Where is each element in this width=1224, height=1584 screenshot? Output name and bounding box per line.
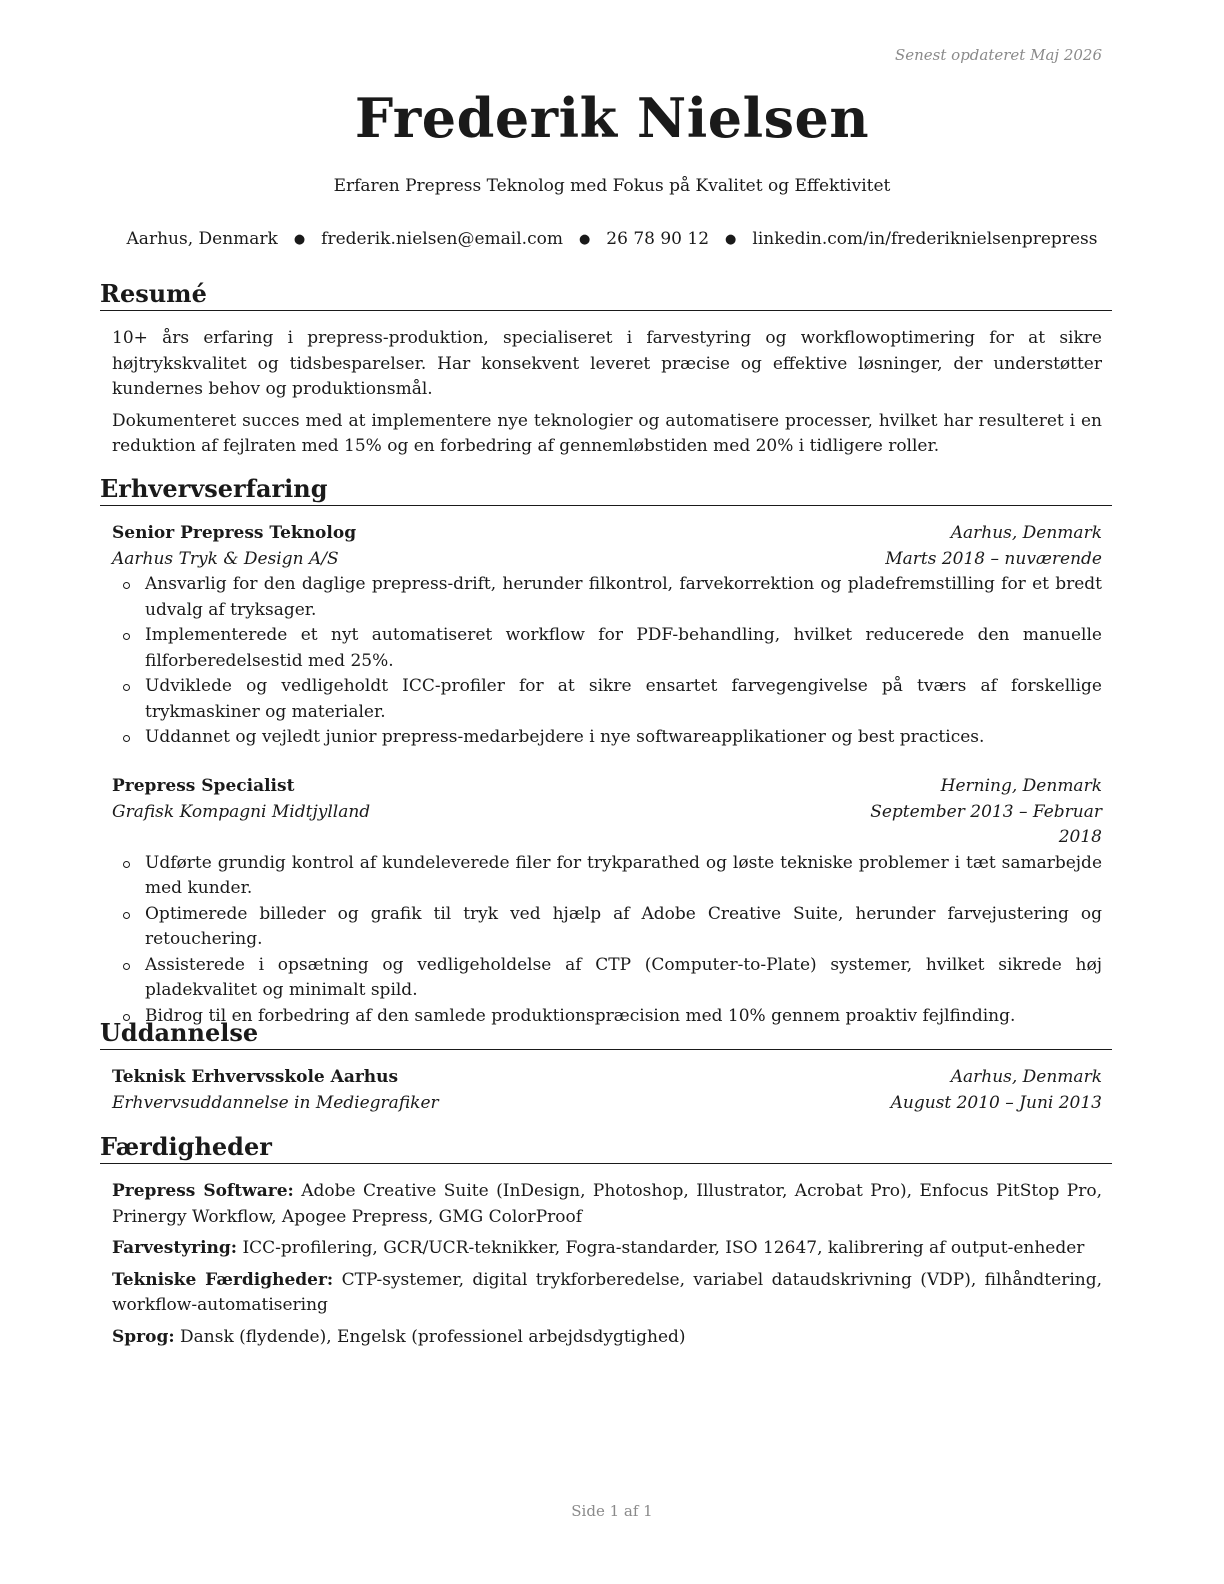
bullet-circle-icon <box>123 684 130 691</box>
job-location: Herning, Denmark <box>940 776 1102 796</box>
education-entry <box>112 1065 1102 1116</box>
list-item: Assisterede i opsætning og vedligeholdelse af CTP (Computer-to-Plate) systemer, hvilket sikrede høj pladekvalitet og minimalt spild. <box>112 953 1102 1004</box>
education-subheader <box>112 1091 1102 1117</box>
contact-location: Aarhus, Denmark <box>126 229 278 249</box>
skill-line <box>112 1236 1102 1262</box>
bullet-circle-icon <box>123 963 130 970</box>
skill-label: Farvestyring: <box>112 1238 238 1258</box>
summary-paragraph-2: Dokumenteret succes med at implementere nye teknologier og automatisere processer, hvilket har resulteret i en reduktion af fejlraten med 15% og en forbedring af gennemløbstiden med 20% i tidligere roller. <box>112 410 1102 456</box>
education-degree: Erhvervsuddannelse in Mediegrafiker <box>112 1092 439 1113</box>
skill-line <box>112 1268 1102 1319</box>
section-title-experience: Erhvervserfaring <box>100 474 1112 506</box>
list-item: Bidrog til en forbedring af den samlede produktionspræcision med 10% gennem proaktiv fejlfinding. <box>112 1004 1102 1030</box>
last-updated: Senest opdateret Maj 2026 <box>894 46 1102 64</box>
skill-text: ICC-profilering, GCR/UCR-teknikker, Fogra-standarder, ISO 12647, kalibrering af output-enheder <box>242 1238 1085 1258</box>
bullet-circle-icon <box>123 861 130 868</box>
section-title-skills: Færdigheder <box>100 1132 1112 1164</box>
skill-label: Prepress Software: <box>112 1181 294 1201</box>
bullet-circle-icon <box>123 735 130 742</box>
contact-email[interactable]: frederik.nielsen@email.com <box>321 229 563 249</box>
job-company: Aarhus Tryk & Design A/S <box>112 548 339 569</box>
skill-text: CTP-systemer, digital trykforberedelse, variabel dataudskrivning (VDP), filhåndtering, workflow-automatisering <box>112 1269 1102 1315</box>
job-header <box>112 521 1102 547</box>
section-title-education: Uddannelse <box>100 1018 1112 1050</box>
list-item: Implementerede et nyt automatiseret workflow for PDF-behandling, hvilket reducerede den manuelle filforberedelsestid med 25%. <box>112 623 1102 674</box>
education-location: Aarhus, Denmark <box>950 1067 1102 1087</box>
contact-linkedin[interactable]: linkedin.com/in/frederiknielsenprepress <box>752 229 1098 249</box>
skill-label: Sprog: <box>112 1326 175 1347</box>
bullet-circle-icon <box>123 633 130 640</box>
education-dates: August 2010 – Juni 2013 <box>890 1092 1102 1113</box>
job-dates: Marts 2018 – nuværende <box>885 548 1102 569</box>
job-entry <box>112 521 1102 751</box>
education-school: Teknisk Erhvervsskole Aarhus <box>112 1067 399 1087</box>
skill-text: Adobe Creative Suite (InDesign, Photoshop, Illustrator, Acrobat Pro), Enfocus PitStop Pro, Prinergy Workflow, Apogee Prepress, GMG ColorProof <box>112 1181 1102 1227</box>
candidate-name: Frederik Nielsen <box>354 86 870 150</box>
list-item: Uddannet og vejledt junior prepress-medarbejdere i nye softwareapplikationer og best practices. <box>112 725 1102 751</box>
job-bullets <box>112 572 1102 751</box>
bullet-separator: ● <box>293 232 306 247</box>
page-number: Side 1 af 1 <box>571 1502 653 1520</box>
job-role: Senior Prepress Teknolog <box>112 523 357 543</box>
skill-label: Tekniske Færdigheder: <box>112 1269 334 1290</box>
skill-line <box>112 1325 1102 1351</box>
job-company: Grafisk Kompagni Midtjylland <box>112 801 371 822</box>
list-item: Optimerede billeder og grafik til tryk ved hjælp af Adobe Creative Suite, herunder farvejustering og retouchering. <box>112 902 1102 953</box>
education-header <box>112 1065 1102 1091</box>
job-dates: September 2013 – Februar 2018 <box>870 801 1102 847</box>
contact-line <box>0 229 1224 249</box>
list-item: Udførte grundig kontrol af kundeleverede filer for trykparathed og løste tekniske problemer i tæt samarbejde med kunder. <box>112 851 1102 902</box>
section-title-summary: Resumé <box>100 279 1112 311</box>
bullet-circle-icon <box>123 582 130 589</box>
contact-phone: 26 78 90 12 <box>606 229 710 249</box>
skill-text: Dansk (flydende), Engelsk (professionel arbejdsdygtighed) <box>180 1326 686 1347</box>
summary-body <box>112 326 1102 460</box>
tagline: Erfaren Prepress Teknolog med Fokus på Kvalitet og Effektivitet <box>333 176 891 196</box>
job-bullets <box>112 851 1102 1030</box>
bullet-circle-icon <box>123 912 130 919</box>
skills-list <box>112 1179 1102 1356</box>
list-item: Udviklede og vedligeholdt ICC-profiler for at sikre ensartet farvegengivelse på tværs af forskellige trykmaskiner og materialer. <box>112 674 1102 725</box>
job-entry <box>112 774 1102 1029</box>
job-subheader <box>112 800 1102 851</box>
job-role: Prepress Specialist <box>112 776 295 796</box>
job-location: Aarhus, Denmark <box>950 523 1102 543</box>
skill-line <box>112 1179 1102 1230</box>
bullet-separator: ● <box>725 232 737 247</box>
summary-paragraph-1: 10+ års erfaring i prepress-produktion, specialiseret i farvestyring og workflowoptimering for at sikre højtrykskvalitet og tidsbesparelser. Har konsekvent leveret præcise og effektive løsninger, der understøtter kundernes behov og produktionsmål. <box>112 328 1102 399</box>
list-item: Ansvarlig for den daglige prepress-drift, herunder filkontrol, farvekorrektion og pladefremstilling for et bredt udvalg af tryksager. <box>112 572 1102 623</box>
job-subheader <box>112 547 1102 573</box>
bullet-separator: ● <box>578 232 591 247</box>
job-header <box>112 774 1102 800</box>
